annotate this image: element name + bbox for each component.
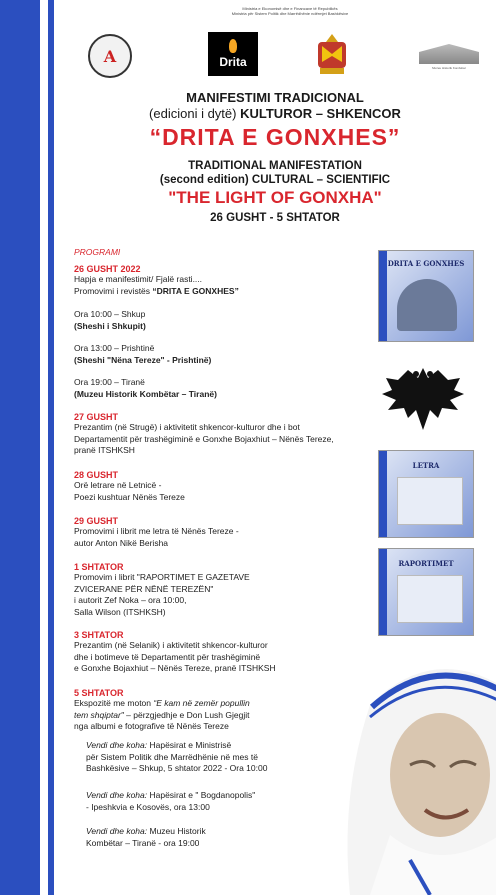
program-tirana: Ora 19:00 – Tiranë (Muzeu Historik Kombëtar – Tiranë) xyxy=(74,377,217,399)
venue-skopje: Vendi dhe koha: Hapësirat e Ministrisë për Sistem Politik dhe Marrëdhënie në mes të Bashkësive – Shkup, 5 shtator 2022 - Ora 10:00 xyxy=(86,740,268,773)
left-inner-blue-stripe xyxy=(48,0,54,895)
portrait-image xyxy=(397,279,457,331)
albanian-eagle-icon xyxy=(378,360,468,440)
program-day2: 27 GUSHT Prezantim (në Strugë) i aktivitetit shkencor-kulturor dhe i bot Departamentit për trashëgiminë e Gonxhe Bojaxhiut – Nënës Tereze, pranë ITSHKSH xyxy=(74,412,334,455)
program-label: PROGRAMI xyxy=(74,247,121,257)
magazine-cover-drita-e-gonxhes: DRITA E GONXHES xyxy=(378,250,474,342)
program-day1: 26 GUSHT 2022 Hapja e manifestimit/ Fjalë rasti.... Promovimi i revistës “DRITA E GONXHES” xyxy=(74,264,239,296)
ministry-header xyxy=(170,6,410,16)
logo-row xyxy=(78,32,488,80)
title-line2: (edicioni i dytë) KULTUROR – SHKENCOR xyxy=(149,106,401,121)
venue-tirana: Vendi dhe koha: Muzeu Historik Kombëtar – Tiranë - ora 19:00 xyxy=(86,826,206,848)
title-drita-e-gonxhes: “DRITA E GONXHES” xyxy=(149,124,401,150)
title-en-line1: TRADITIONAL MANIFESTATION xyxy=(188,160,362,172)
program-prishtina: Ora 13:00 – Prishtinë (Sheshi "Nëna Tereze" - Prishtinë) xyxy=(74,343,212,365)
book-cover-raportimet: RAPORTIMET xyxy=(378,548,474,636)
program-skopje: Ora 10:00 – Shkup (Sheshi i Shkupit) xyxy=(74,309,146,331)
newspaper-image xyxy=(397,575,463,623)
program-day5: 1 SHTATOR Promovim i librit "RAPORTIMET E GAZETAVE ZVICERANE PËR NËNË TEREZËN" i autorit Zef Noka – ora 10:00, Salla Wilson (ITSHKSH) xyxy=(74,562,250,617)
event-dates: 26 GUSHT - 5 SHTATOR xyxy=(210,212,340,224)
title-light-of-gonxha: "THE LIGHT OF GONXHA" xyxy=(168,188,382,207)
building-icon xyxy=(419,44,479,64)
ministry-left-text: Ministria e Ekonomisë dhe e Financave të Republikës xyxy=(242,6,338,11)
drita-logo: Drita xyxy=(208,32,258,76)
title-en-line2: (second edition) CULTURAL – SCIENTIFIC xyxy=(159,174,391,186)
program-day7: 5 SHTATOR Ekspozitë me moton “E kam në zemër popullin tem shqiptar" – përzgjedhje e Don Lush Gjegjit nga albumi e fotografive të Nënës Tereze xyxy=(74,688,250,731)
title-line1: MANIFESTIMI TRADICIONAL xyxy=(186,90,364,105)
left-white-stripe xyxy=(40,0,48,895)
letters-image xyxy=(397,477,463,525)
venue-kosovo: Vendi dhe koha: Hapësirat e " Bogdanopolis" - Ipeshkvia e Kosovës, ora 13:00 xyxy=(86,790,256,812)
program-day3: 28 GUSHT Orë letrare në Letnicë - Poezi kushtuar Nënës Tereze xyxy=(74,470,185,502)
program-day4: 29 GUSHT Promovimi i librit me letra të Nënës Tereze - autor Anton Nikë Berisha xyxy=(74,516,239,548)
left-blue-stripe xyxy=(0,0,40,895)
academy-logo: A xyxy=(88,34,132,78)
program-day6: 3 SHTATOR Prezantim (në Selanik) i aktivitetit shkencor-kulturor dhe i botimeve të Departamentit për trashëgiminë e Gonxhe Bojaxhiut – Nënës Tereze, pranë ITSHKSH xyxy=(74,630,276,673)
museum-logo: Muzeu Historik Kombëtar xyxy=(413,38,485,76)
flame-icon xyxy=(229,39,237,53)
poster-content xyxy=(60,0,490,895)
ministry-right-text: Ministria për Sistem Politik dhe Marrëdhënie ndërmjet Bashkësive xyxy=(231,11,349,16)
church-crest-logo xyxy=(308,32,356,78)
book-cover-letra: LETRA xyxy=(378,450,474,538)
mother-teresa-portrait xyxy=(330,645,496,895)
